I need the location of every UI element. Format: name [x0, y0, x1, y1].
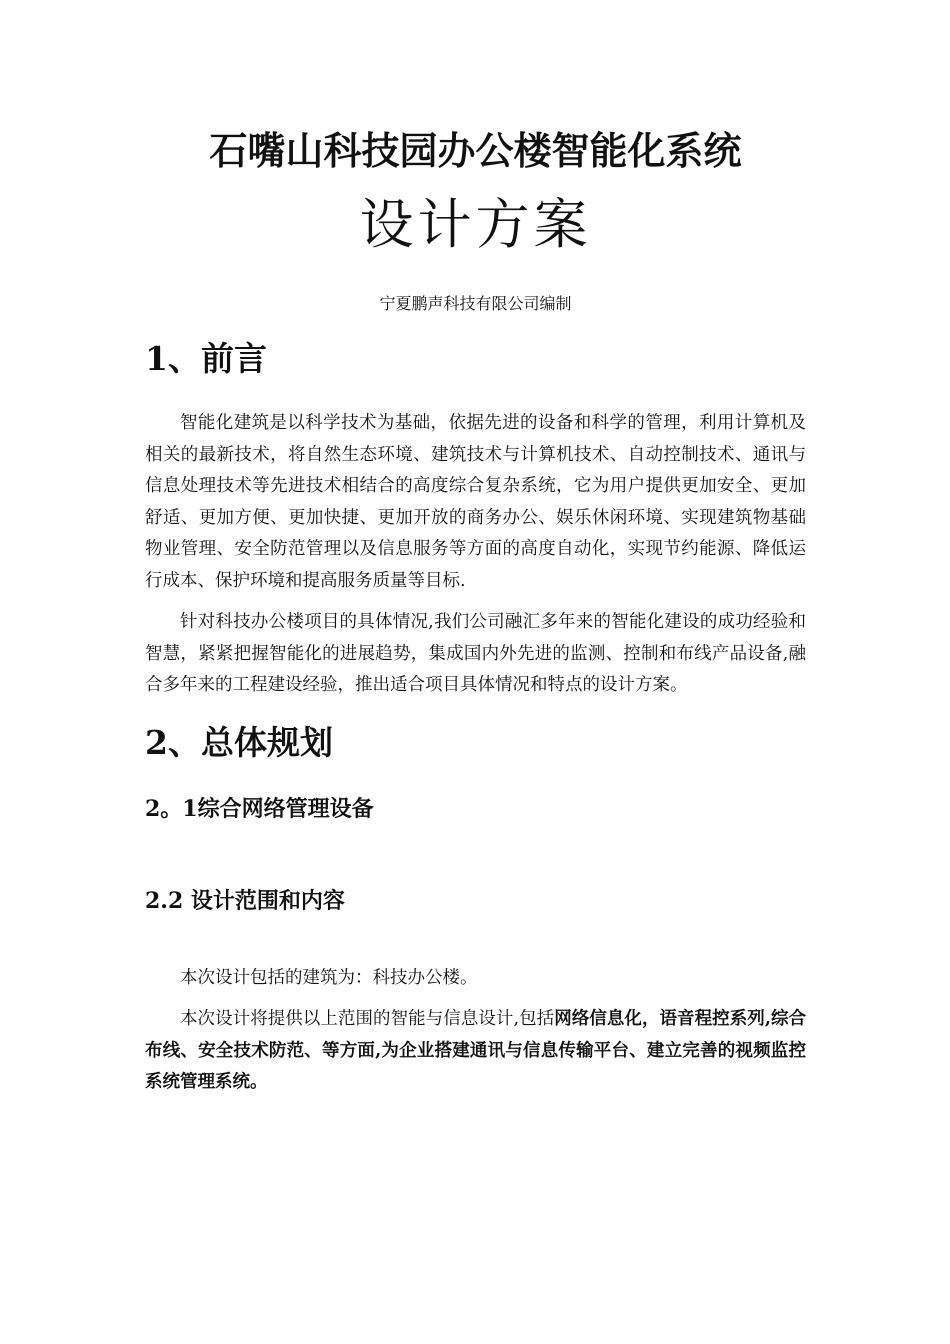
preface-paragraph-1: 智能化建筑是以科学技术为基础，依据先进的设备和科学的管理，利用计算机及相关的最新技术，将自然生态环境、建筑技术与计算机技术、自动控制技术、通讯与信息处理技术等先进技术相结合的高度综合复杂系统，它为用户提供更加安全、更加舒适、更加方便、更加快捷、更加开放的商务办公、娱乐休闲环境、实现建筑物基础物业管理、安全防范管理以及信息服务等方面的高度自动化，实现节约能源、降低运行成本、保护环境和提高服务质量等目标.	[145, 413, 806, 591]
preface-paragraph-2: 针对科技办公楼项目的具体情况,我们公司融汇多年来的智能化建设的成功经验和智慧，紧紧把握智能化的进展趋势，集成国内外先进的监测、控制和布线产品设备,融合多年来的工程建设经验，推出适合项目具体情况和特点的设计方案。	[145, 612, 806, 695]
author-organization: 宁夏鹏声科技有限公司编制	[379, 294, 572, 313]
section-heading-overall-plan: 2、总体规划	[145, 722, 333, 762]
scope-paragraph-2-lead: 本次设计将提供以上范围的智能与信息设计,包括	[180, 1009, 555, 1029]
subsection-heading-network: 2。1综合网络管理设备	[145, 795, 374, 822]
subsection-heading-scope: 2.2 设计范围和内容	[145, 887, 345, 914]
document-title: 石嘴山科技园办公楼智能化系统	[209, 128, 742, 173]
scope-paragraph-2-emphasis: 网络信息化，语音程控系列,综合布线、安全技术防范、等方面,为企业搭建通讯与信息传输平台、建立完善的视频监控系统管理系统。	[145, 1009, 807, 1092]
document-subtitle: 设计方案	[359, 193, 592, 256]
scope-paragraph-1: 本次设计包括的建筑为：科技办公楼。	[180, 967, 478, 988]
section-heading-preface: 1、前言	[145, 339, 267, 378]
scope-paragraph-2	[145, 1004, 806, 1099]
